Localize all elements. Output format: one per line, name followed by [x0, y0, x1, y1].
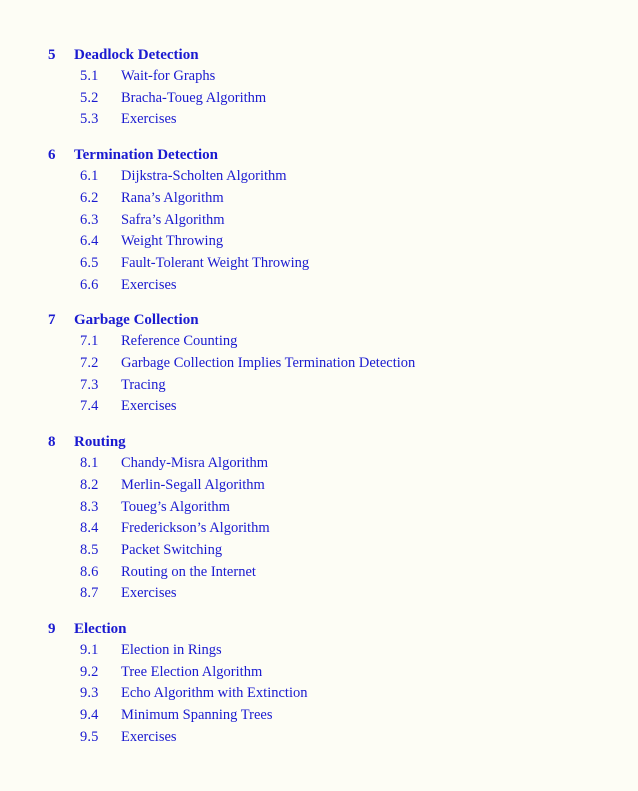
toc-chapter-entry[interactable] — [44, 618, 598, 640]
toc-chapter — [44, 309, 598, 418]
toc-section-entry[interactable] — [44, 662, 598, 684]
toc-section-entry[interactable] — [44, 375, 598, 397]
toc-section-title: Toueg’s Algorithm — [121, 498, 230, 515]
toc-section-number: 8.3 — [80, 498, 99, 515]
toc-section-number: 8.4 — [80, 520, 99, 537]
toc-section-entry[interactable] — [44, 497, 598, 519]
toc-section-entry[interactable] — [44, 640, 598, 662]
toc-section-title: Safra’s Algorithm — [121, 211, 225, 228]
toc-section-number: 6.3 — [80, 211, 99, 228]
toc-section-number: 7.1 — [80, 333, 99, 350]
toc-section-title: Exercises — [121, 585, 177, 602]
toc-chapter — [44, 44, 598, 131]
toc-section-title: Packet Switching — [121, 541, 223, 558]
toc-section-entry[interactable] — [44, 109, 598, 131]
toc-section-title: Rana’s Algorithm — [121, 189, 224, 206]
toc-section-number: 8.1 — [80, 455, 99, 472]
toc-chapter-title: Garbage Collection — [74, 312, 199, 329]
toc-section-number: 9.4 — [80, 707, 99, 724]
toc-section-number: 8.6 — [80, 563, 99, 580]
toc-section-title: Exercises — [121, 728, 177, 745]
toc-chapter-title: Termination Detection — [74, 147, 219, 164]
toc-section-title: Garbage Collection Implies Termination Detection — [121, 355, 416, 372]
toc-section-title: Reference Counting — [121, 333, 238, 350]
toc-section-title: Routing on the Internet — [121, 563, 256, 580]
toc-chapter-number: 6 — [48, 147, 56, 164]
toc-section-entry[interactable] — [44, 518, 598, 540]
toc-section-title: Exercises — [121, 398, 177, 415]
toc-section-title: Frederickson’s Algorithm — [121, 520, 270, 537]
toc-section-entry[interactable] — [44, 88, 598, 110]
toc-section-entry[interactable] — [44, 705, 598, 727]
toc-chapter — [44, 431, 598, 605]
toc-section-entry[interactable] — [44, 275, 598, 297]
toc-chapter-entry[interactable] — [44, 309, 598, 331]
toc-section-entry[interactable] — [44, 331, 598, 353]
toc-section-entry[interactable] — [44, 396, 598, 418]
toc-section-title: Merlin-Segall Algorithm — [121, 476, 265, 493]
toc-section-title: Weight Throwing — [121, 233, 224, 250]
toc-chapter-title: Routing — [74, 434, 126, 451]
toc-section-number: 6.2 — [80, 189, 99, 206]
toc-section-entry[interactable] — [44, 453, 598, 475]
toc-section-title: Bracha-Toueg Algorithm — [121, 89, 267, 106]
toc-section-number: 5.2 — [80, 89, 99, 106]
toc-chapter-entry[interactable] — [44, 44, 598, 66]
toc-section-number: 6.4 — [80, 233, 99, 250]
toc-section-entry[interactable] — [44, 188, 598, 210]
toc-section-number: 6.6 — [80, 276, 99, 293]
toc-section-entry[interactable] — [44, 583, 598, 605]
toc-section-number: 7.2 — [80, 355, 99, 372]
toc-section-number: 8.5 — [80, 541, 99, 558]
toc-section-title: Dijkstra-Scholten Algorithm — [121, 168, 287, 185]
toc-section-title: Exercises — [121, 111, 177, 128]
toc-section-number: 7.4 — [80, 398, 99, 415]
toc-section-number: 9.5 — [80, 728, 99, 745]
table-of-contents — [44, 44, 598, 749]
toc-section-number: 9.2 — [80, 663, 99, 680]
toc-section-title: Fault-Tolerant Weight Throwing — [121, 254, 310, 271]
toc-section-number: 6.1 — [80, 168, 99, 185]
toc-section-entry[interactable] — [44, 475, 598, 497]
toc-chapter-number: 8 — [48, 434, 56, 451]
toc-section-title: Tree Election Algorithm — [121, 663, 263, 680]
toc-section-entry[interactable] — [44, 683, 598, 705]
toc-chapter-title: Deadlock Detection — [74, 47, 199, 63]
toc-section-entry[interactable] — [44, 66, 598, 88]
toc-section-entry[interactable] — [44, 353, 598, 375]
toc-section-entry[interactable] — [44, 231, 598, 253]
toc-section-entry[interactable] — [44, 166, 598, 188]
toc-section-title: Minimum Spanning Trees — [121, 707, 273, 724]
toc-chapter-entry[interactable] — [44, 144, 598, 166]
toc-section-number: 5.3 — [80, 111, 99, 128]
toc-section-title: Exercises — [121, 276, 177, 293]
toc-chapter-entry[interactable] — [44, 431, 598, 453]
toc-section-title: Echo Algorithm with Extinction — [121, 685, 308, 702]
toc-section-entry[interactable] — [44, 210, 598, 232]
toc-section-number: 5.1 — [80, 68, 99, 84]
toc-chapter-number: 7 — [48, 312, 56, 329]
toc-section-number: 8.7 — [80, 585, 99, 602]
toc-section-number: 9.3 — [80, 685, 99, 702]
toc-chapter — [44, 618, 598, 749]
toc-section-number: 6.5 — [80, 254, 99, 271]
toc-section-title: Election in Rings — [121, 642, 222, 659]
toc-section-entry[interactable] — [44, 253, 598, 275]
toc-chapter — [44, 144, 598, 296]
toc-section-entry[interactable] — [44, 727, 598, 749]
toc-section-number: 9.1 — [80, 642, 99, 659]
toc-section-entry[interactable] — [44, 540, 598, 562]
toc-section-title: Wait-for Graphs — [121, 68, 216, 84]
toc-chapter-number: 9 — [48, 621, 56, 638]
toc-chapter-title: Election — [74, 621, 127, 638]
toc-section-title: Tracing — [121, 376, 166, 393]
toc-section-number: 8.2 — [80, 476, 99, 493]
toc-section-entry[interactable] — [44, 562, 598, 584]
toc-chapter-number: 5 — [48, 47, 56, 63]
toc-section-title: Chandy-Misra Algorithm — [121, 455, 269, 472]
toc-section-number: 7.3 — [80, 376, 99, 393]
